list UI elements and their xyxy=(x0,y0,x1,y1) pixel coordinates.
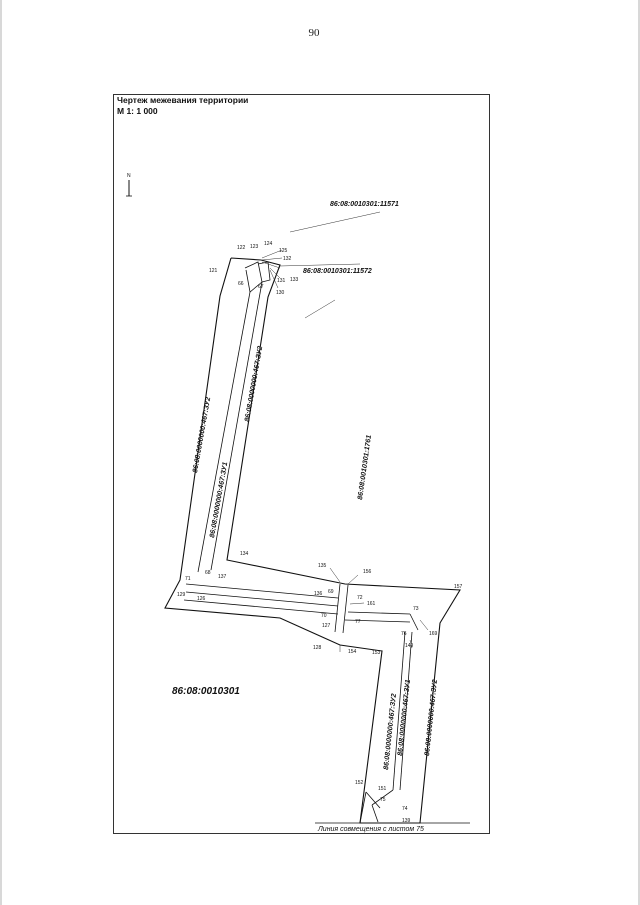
title-text: Чертеж межевания территории xyxy=(117,95,249,105)
point-152: 152 xyxy=(355,780,364,786)
point-139: 139 xyxy=(402,818,411,824)
zu1-bottom-label: 86:08:0000000:467:ЗУ1 xyxy=(397,679,413,757)
alignment-caption: Линия совмещения с листом 75 xyxy=(318,826,424,833)
point-169: 169 xyxy=(429,631,438,637)
zu1-left-label: 86:08:0000000:467:ЗУ1 xyxy=(209,461,230,539)
point-133: 133 xyxy=(290,277,299,283)
point-76: 76 xyxy=(401,631,407,637)
point-123: 123 xyxy=(250,244,259,250)
outer-boundary xyxy=(165,258,460,823)
point-121: 121 xyxy=(209,268,218,274)
point-156: 156 xyxy=(363,569,372,575)
parcel-label-1761: 86:08:0010301:1761 xyxy=(357,434,374,501)
point-128: 128 xyxy=(313,645,322,651)
north-arrow xyxy=(126,173,132,196)
point-77: 77 xyxy=(355,619,361,625)
point-136: 136 xyxy=(314,591,323,597)
point-69: 69 xyxy=(328,589,334,595)
point-130: 130 xyxy=(276,290,285,296)
point-73: 73 xyxy=(413,606,419,612)
point-125: 125 xyxy=(279,248,288,254)
point-153: 153 xyxy=(372,650,381,656)
point-127: 127 xyxy=(322,623,331,629)
scale-text: М 1: 1 000 xyxy=(117,106,158,116)
point-labels xyxy=(177,241,463,824)
zu2-left-inner-label: 86:08:0000000:467:ЗУ2 xyxy=(244,345,265,423)
point-137: 137 xyxy=(218,574,227,580)
zu2-left-outer-label: 86:08:0000000:467:ЗУ2 xyxy=(192,396,213,474)
north-label: N xyxy=(127,173,131,179)
point-70: 70 xyxy=(321,613,327,619)
quarter-label: 86:08:0010301 xyxy=(172,686,240,697)
parcel-label-11571: 86:08:0010301:11571 xyxy=(330,201,399,208)
point-154: 154 xyxy=(348,649,357,655)
parcel-label-11572: 86:08:0010301:11572 xyxy=(303,268,372,275)
point-126: 126 xyxy=(197,596,206,602)
point-67: 67 xyxy=(258,284,264,290)
point-72: 72 xyxy=(357,595,363,601)
zu2-bottom-outer-label: 86:08:0000000:467:ЗУ2 xyxy=(424,679,440,757)
point-122: 122 xyxy=(237,245,246,251)
zu2-bottom-inner-label: 86:08:0000000:467:ЗУ2 xyxy=(383,693,399,771)
point-66: 66 xyxy=(238,281,244,287)
point-157: 157 xyxy=(454,584,463,590)
point-135: 135 xyxy=(318,563,327,569)
point-124: 124 xyxy=(264,241,273,247)
point-129: 129 xyxy=(177,592,186,598)
point-75: 75 xyxy=(380,797,386,803)
point-131: 131 xyxy=(277,278,286,284)
point-132: 132 xyxy=(283,256,292,262)
point-68: 68 xyxy=(205,570,211,576)
leader-lines xyxy=(262,212,428,652)
inner-lines xyxy=(184,262,418,823)
point-161: 161 xyxy=(367,601,376,607)
point-134: 134 xyxy=(240,551,249,557)
page-number: 90 xyxy=(308,27,320,39)
point-71: 71 xyxy=(185,576,191,582)
point-151: 151 xyxy=(378,786,387,792)
point-74: 74 xyxy=(402,806,408,812)
point-149: 149 xyxy=(405,643,414,649)
